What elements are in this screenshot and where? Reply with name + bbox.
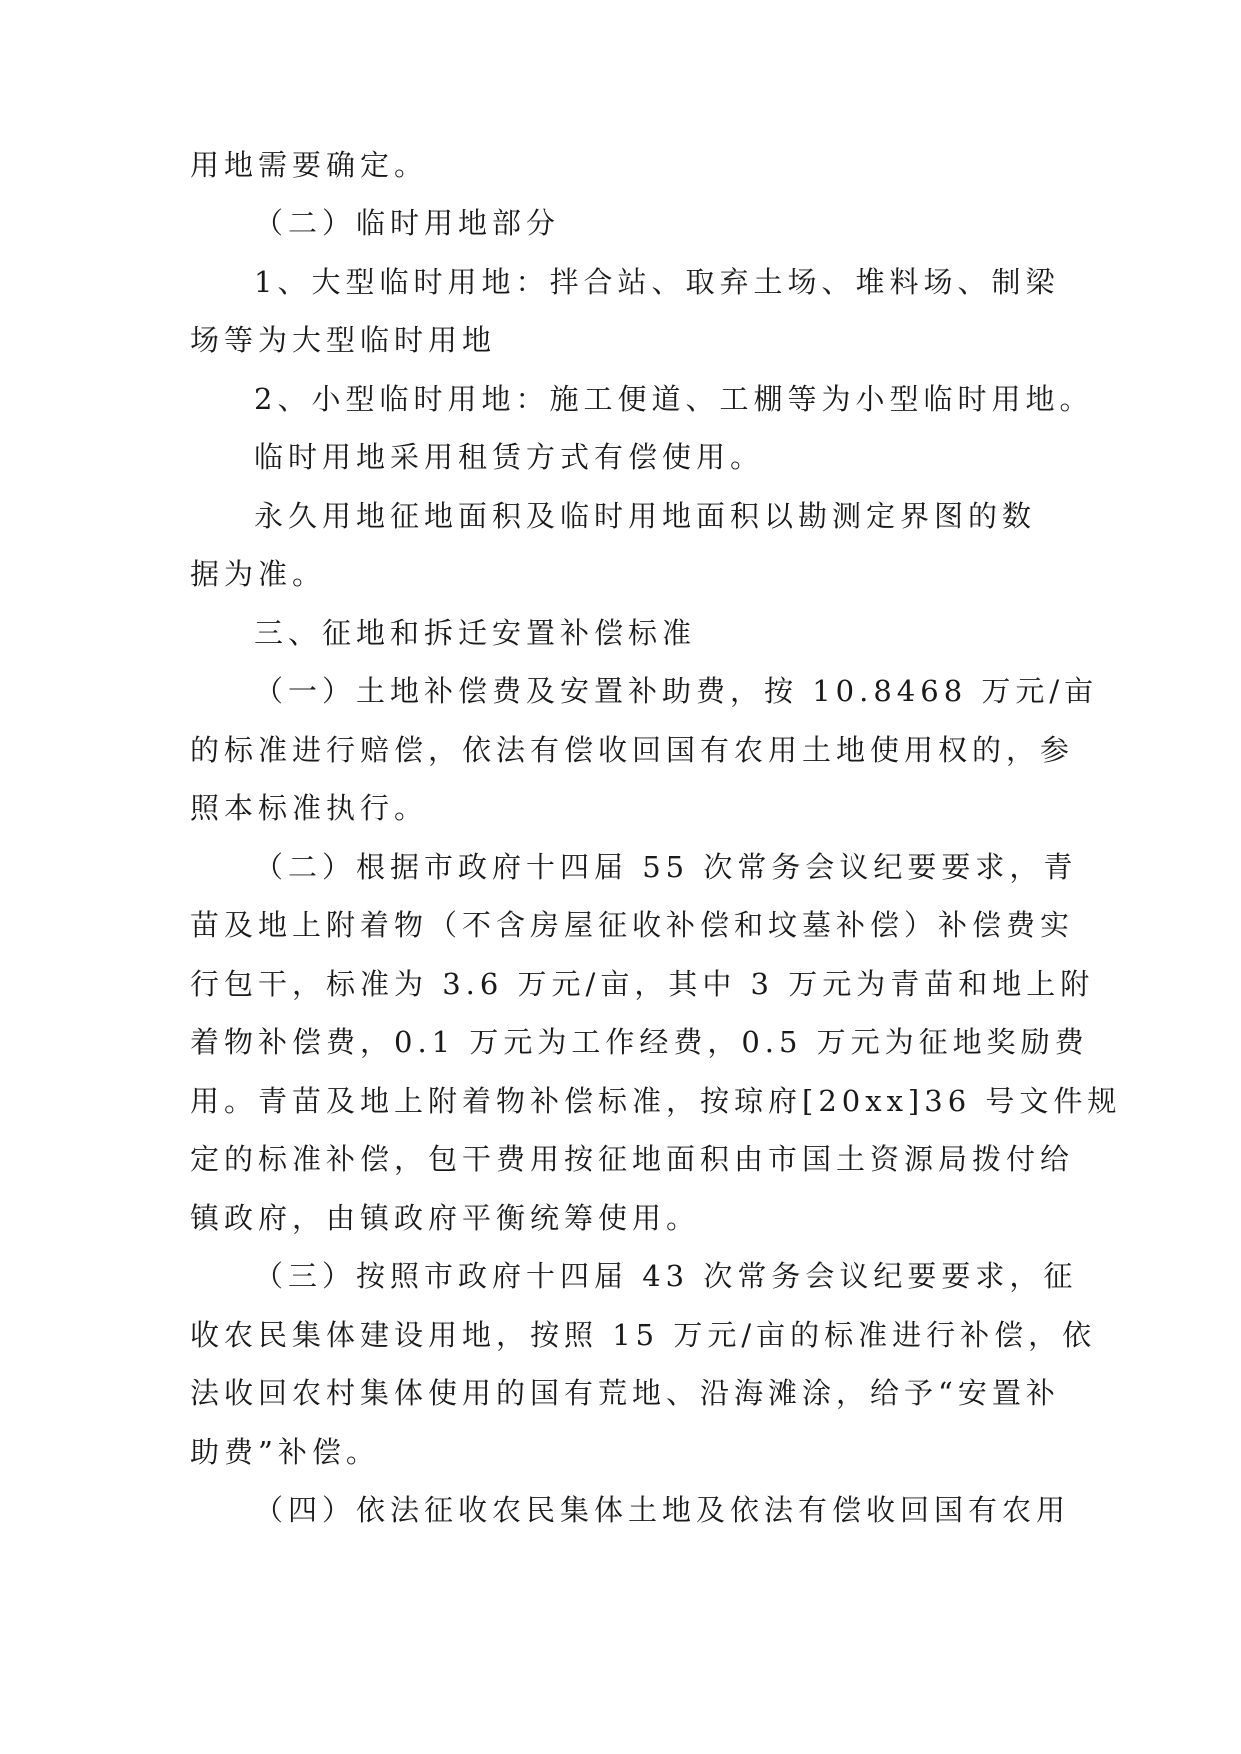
- text-line: 法收回农村集体使用的国有荒地、沿海滩涂，给予“安置补: [190, 1376, 1060, 1410]
- text-line: 行包干，标准为 3.6 万元/亩，其中 3 万元为青苗和地上附: [190, 967, 1095, 1001]
- text-line: 1、大型临时用地：拌合站、取弃土场、堆料场、制梁: [254, 265, 1060, 299]
- text-line: （一）土地补偿费及安置补助费，按 10.8468 万元/亩: [254, 674, 1099, 708]
- text-line: 场等为大型临时用地: [190, 323, 497, 357]
- text-line: 据为准。: [190, 557, 327, 591]
- text-line: 着物补偿费，0.1 万元为工作经费，0.5 万元为征地奖励费: [190, 1025, 1089, 1059]
- text-line: 用。青苗及地上附着物补偿标准，按琼府[20xx]36 号文件规: [190, 1084, 1122, 1118]
- text-line: （四）依法征收农民集体土地及依法有偿收回国有农用: [254, 1493, 1071, 1527]
- text-line: 镇政府，由镇政府平衡统筹使用。: [190, 1201, 701, 1235]
- text-line: 照本标准执行。: [190, 791, 429, 825]
- text-line: 助费”补偿。: [190, 1435, 380, 1469]
- text-line: 定的标准补偿，包干费用按征地面积由市国土资源局拨付给: [190, 1142, 1075, 1176]
- section-heading: （二）临时用地部分: [254, 206, 561, 240]
- section-heading: 三、征地和拆迁安置补偿标准: [254, 616, 697, 650]
- text-line: （二）根据市政府十四届 55 次常务会议纪要要求，青: [254, 850, 1078, 884]
- text-line: 用地需要确定。: [190, 148, 429, 182]
- text-line: 的标准进行赔偿，依法有偿收回国有农用土地使用权的，参: [190, 733, 1075, 767]
- text-line: 2、小型临时用地：施工便道、工棚等为小型临时用地。: [254, 382, 1094, 416]
- text-line: 苗及地上附着物（不含房屋征收补偿和坟墓补偿）补偿费实: [190, 908, 1075, 942]
- text-line: （三）按照市政府十四届 43 次常务会议纪要要求，征: [254, 1259, 1078, 1293]
- text-line: 永久用地征地面积及临时用地面积以勘测定界图的数: [254, 499, 1037, 533]
- text-line: 收农民集体建设用地，按照 15 万元/亩的标准进行补偿，依: [190, 1318, 1097, 1352]
- text-line: 临时用地采用租赁方式有偿使用。: [254, 440, 765, 474]
